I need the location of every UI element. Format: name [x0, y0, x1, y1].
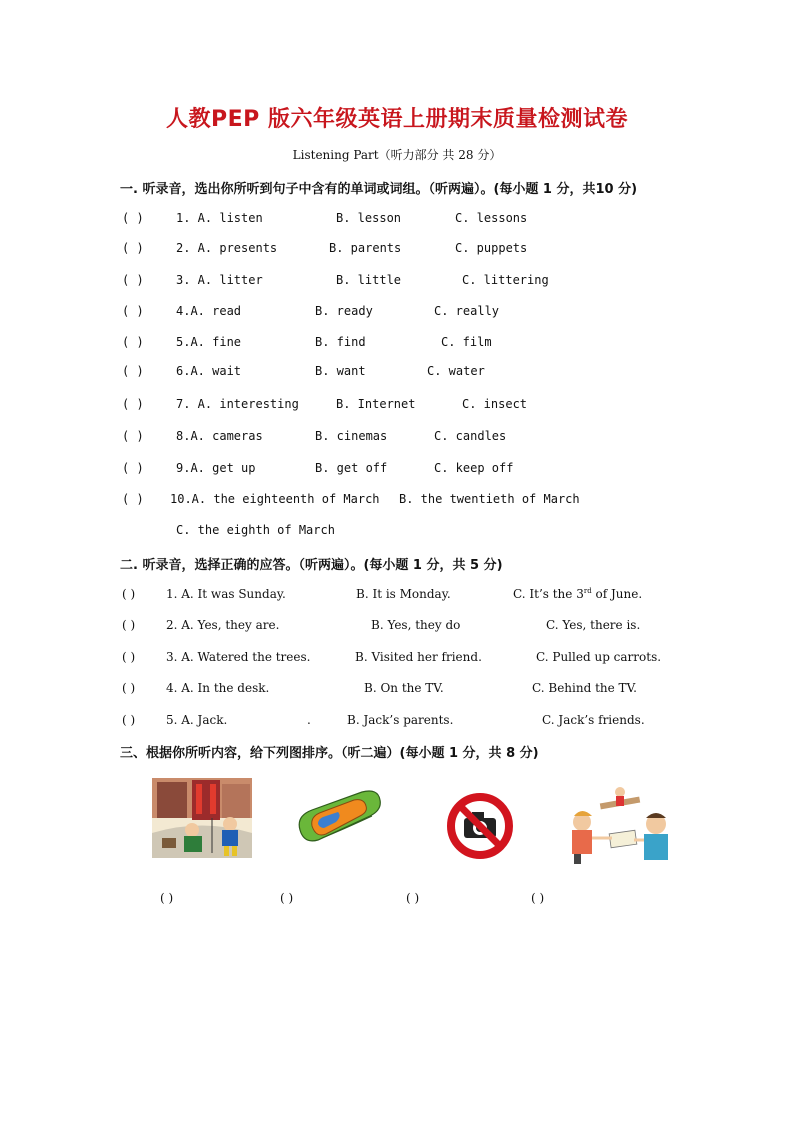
- s2-q4-option-b: B. On the TV.: [364, 681, 444, 695]
- s2-q2-option-c: C. Yes, there is.: [546, 618, 641, 632]
- s2-q1-option-c: [513, 587, 642, 601]
- s2-q5-option-a: 5. A. Jack.: [166, 713, 228, 727]
- option-c-text-end: of June.: [591, 587, 643, 601]
- s1-q3-option-a: 3. A. litter: [176, 273, 263, 287]
- s1-q4-option-c: C. really: [434, 304, 500, 318]
- s1-q2-option-c: C. puppets: [455, 241, 528, 255]
- s1-q6-answer-bracket[interactable]: ( ): [122, 364, 144, 378]
- option-c-text: C. It’s the 3: [513, 587, 584, 601]
- s1-q5-option-a: 5.A. fine: [176, 335, 242, 349]
- s2-q5-option-b: B. Jack’s parents.: [347, 713, 454, 727]
- s2-q3-answer-bracket[interactable]: ( ): [122, 650, 136, 664]
- s1-q1-option-a: 1. A. listen: [176, 211, 263, 225]
- s1-q7-option-a: 7. A. interesting: [176, 397, 299, 411]
- s1-q7-option-b: B. Internet: [336, 397, 416, 411]
- s2-q5-answer-bracket[interactable]: ( ): [122, 713, 136, 727]
- s1-q9-option-b: B. get off: [315, 461, 388, 475]
- s1-q1-option-b: B. lesson: [336, 211, 402, 225]
- s1-q10-answer-bracket[interactable]: ( ): [122, 492, 144, 506]
- s1-q3-option-c: C. littering: [462, 273, 549, 287]
- s1-q8-option-c: C. candles: [434, 429, 507, 443]
- s1-q9-option-a: 9.A. get up: [176, 461, 256, 475]
- s1-q1-answer-bracket[interactable]: ( ): [122, 211, 144, 225]
- s2-q1-option-a: 1. A. It was Sunday.: [166, 587, 286, 601]
- s1-q3-option-b: B. little: [336, 273, 402, 287]
- s1-q6-option-b: B. want: [315, 364, 366, 378]
- s2-q2-answer-bracket[interactable]: ( ): [122, 618, 136, 632]
- s2-q5-dot: .: [307, 713, 311, 727]
- s1-q7-answer-bracket[interactable]: ( ): [122, 397, 144, 411]
- s1-q2-option-a: 2. A. presents: [176, 241, 278, 255]
- s1-q2-option-b: B. parents: [329, 241, 402, 255]
- s1-q5-option-c: C. film: [441, 335, 492, 349]
- s1-q4-option-b: B. ready: [315, 304, 373, 318]
- s2-q2-option-b: B. Yes, they do: [371, 618, 461, 632]
- s1-q10-option-b: B. the twentieth of March: [399, 492, 580, 506]
- s2-q4-answer-bracket[interactable]: ( ): [122, 681, 136, 695]
- s1-q6-option-a: 6.A. wait: [176, 364, 242, 378]
- s1-q2-answer-bracket[interactable]: ( ): [122, 241, 144, 255]
- page-subtitle: Listening Part（听力部分 共 28 分）: [292, 148, 502, 162]
- s1-q10-option-c: C. the eighth of March: [176, 523, 335, 537]
- s1-q1-option-c: C. lessons: [455, 211, 528, 225]
- s2-q2-option-a: 2. A. Yes, they are.: [166, 618, 280, 632]
- sleeping-bag-picture: [292, 786, 384, 848]
- section2-heading: 二. 听录音，选择正确的应答。（听两遍）。(每小题 1 分，共 5 分): [120, 558, 503, 573]
- s1-q3-answer-bracket[interactable]: ( ): [122, 273, 144, 287]
- s1-q9-answer-bracket[interactable]: ( ): [122, 461, 144, 475]
- answer-bracket-3[interactable]: ( ): [406, 891, 420, 905]
- section1-heading: 一. 听录音，选出你所听到句子中含有的单词或词组。（听两遍）。(每小题 1 分，共10 分): [120, 182, 638, 197]
- no-photos-sign-picture: [446, 792, 514, 860]
- s2-q3-option-b: B. Visited her friend.: [355, 650, 482, 664]
- ordinal-suffix: rd: [583, 587, 592, 595]
- answer-bracket-1[interactable]: ( ): [160, 891, 174, 905]
- page-title: 人教PEP 版六年级英语上册期末质量检测试卷: [166, 107, 628, 132]
- s1-q5-option-b: B. find: [315, 335, 366, 349]
- s1-q5-answer-bracket[interactable]: ( ): [122, 335, 144, 349]
- s1-q4-option-a: 4.A. read: [176, 304, 242, 318]
- s1-q8-option-b: B. cinemas: [315, 429, 388, 443]
- s1-q9-option-c: C. keep off: [434, 461, 514, 475]
- children-sharing-picture: [566, 782, 678, 864]
- s2-q4-option-a: 4. A. In the desk.: [166, 681, 270, 695]
- s2-q1-answer-bracket[interactable]: ( ): [122, 587, 136, 601]
- section3-heading: 三、根据你所听内容，给下列图排序。（听二遍）(每小题 1 分，共 8 分): [120, 746, 539, 761]
- s1-q7-option-c: C. insect: [462, 397, 528, 411]
- s1-q10-option-a: 10.A. the eighteenth of March: [170, 492, 380, 506]
- s2-q1-option-b: B. It is Monday.: [356, 587, 451, 601]
- s1-q8-answer-bracket[interactable]: ( ): [122, 429, 144, 443]
- spring-festival-scene-picture: [152, 778, 252, 858]
- s1-q6-option-c: C. water: [427, 364, 485, 378]
- answer-bracket-4[interactable]: ( ): [531, 891, 545, 905]
- s1-q8-option-a: 8.A. cameras: [176, 429, 263, 443]
- s1-q4-answer-bracket[interactable]: ( ): [122, 304, 144, 318]
- s2-q4-option-c: C. Behind the TV.: [532, 681, 637, 695]
- s2-q5-option-c: C. Jack’s friends.: [542, 713, 645, 727]
- answer-bracket-2[interactable]: ( ): [280, 891, 294, 905]
- s2-q3-option-c: C. Pulled up carrots.: [536, 650, 662, 664]
- s2-q3-option-a: 3. A. Watered the trees.: [166, 650, 311, 664]
